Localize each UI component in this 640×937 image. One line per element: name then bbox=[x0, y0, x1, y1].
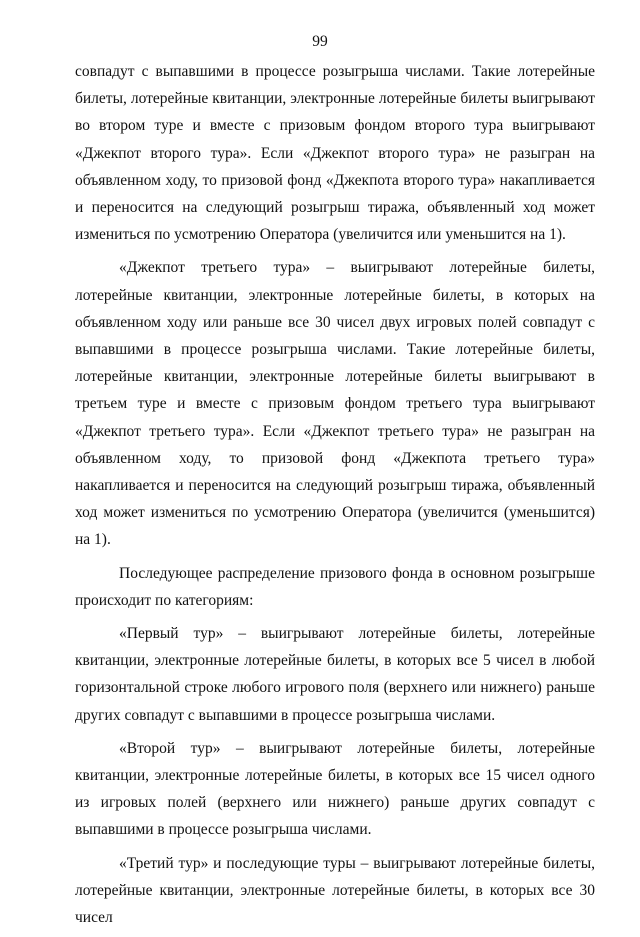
page-body bbox=[75, 58, 595, 937]
page-number: 99 bbox=[312, 33, 328, 50]
paragraph-third-round-jackpot: «Джекпот третьего тура» – выигрывают лотерейные билеты, лотерейные квитанции, электронные лотерейные билеты, в которых на объявленном ходу или раньше все 30 чисел двух игровых полей совпадут с выпавшими в процессе розыгрыша числами. Такие лотерейные билеты, лотерейные квитанции, электронные лотерейные билеты выигрывают в третьем туре и вместе с призовым фондом третьего тура выигрывают «Джекпот третьего тура». Если «Джекпот третьего тура» не разыгран на объявленном ходу, то призовой фонд «Джекпота третьего тура» накапливается и переносится на следующий розыгрыш тиража, объявленный ход может измениться по усмотрению Оператора (увеличится (уменьшится) на 1). bbox=[75, 259, 595, 549]
paragraph-second-round: «Второй тур» – выигрывают лотерейные билеты, лотерейные квитанции, электронные лотерейные билеты, в которых все 15 чисел одного из игровых полей (верхнего или нижнего) раньше других совпадут с выпавшими в процессе розыгрыша числами. bbox=[75, 739, 595, 839]
paragraph-first-round: «Первый тур» – выигрывают лотерейные билеты, лотерейные квитанции, электронные лотерейные билеты, в которых все 5 чисел в любой горизонтальной строке любого игрового поля (верхнего или нижнего) раньше других совпадут с выпавшими в процессе розыгрыша числами. bbox=[75, 625, 595, 724]
paragraph-continuation: совпадут с выпавшими в процессе розыгрыша числами. Такие лотерейные билеты, лотерейные квитанции, электронные лотерейные билеты выигрывают во втором туре и вместе с призовым фондом второго тура выигрывают «Джекпот второго тура». Если «Джекпот второго тура» не разыгран на объявленном ходу, то призовой фонд «Джекпота второго тура» накапливается и переносится на следующий розыгрыш тиража, объявленный ход может измениться по усмотрению Оператора (увеличится или уменьшится на 1). bbox=[75, 63, 595, 244]
paragraph-prize-distribution-intro: Последующее распределение призового фонда в основном розыгрыше происходит по категориям: bbox=[75, 564, 595, 609]
paragraph-third-round: «Третий тур» и последующие туры – выигрывают лотерейные билеты, лотерейные квитанции, электронные лотерейные билеты, в которых все 30 чисел bbox=[75, 854, 595, 927]
